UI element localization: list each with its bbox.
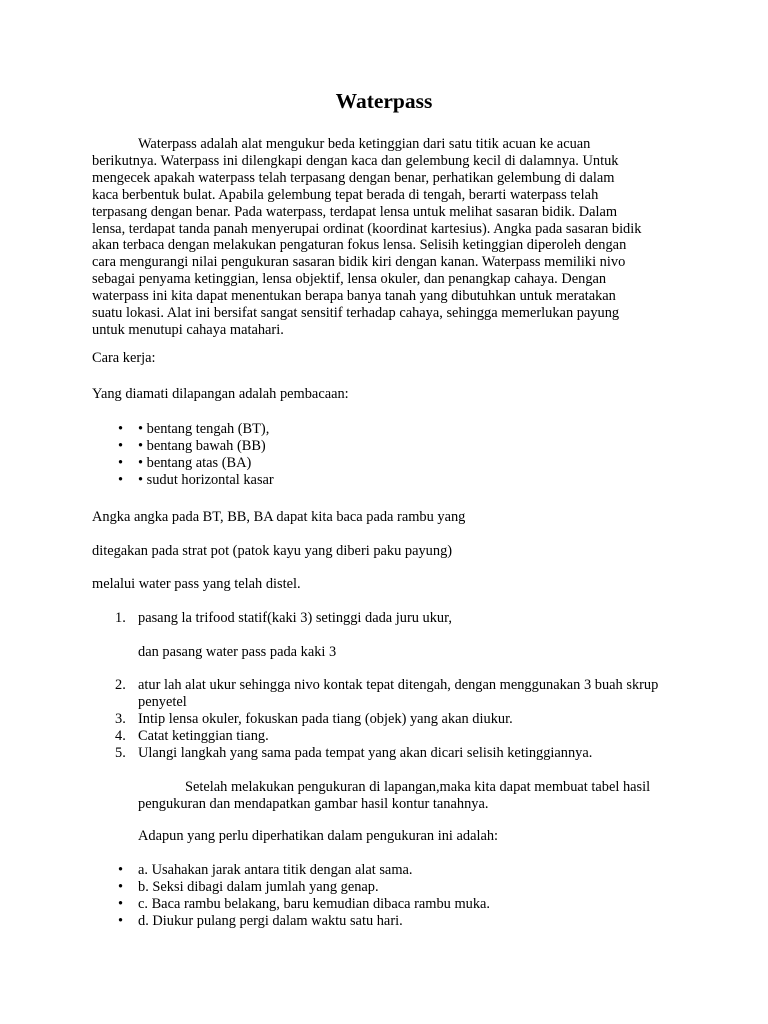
step-number: 1. bbox=[115, 610, 126, 626]
step-text: pasang la trifood statif(kaki 3) setinggi dada juru ukur, bbox=[138, 610, 452, 626]
angka-line-1: Angka angka pada BT, BB, BA dapat kita baca pada rambu yang bbox=[92, 509, 466, 525]
page-title: Waterpass bbox=[335, 89, 433, 113]
list-item: • • bentang tengah (BT), bbox=[92, 421, 692, 438]
diamati-paragraph: Yang diamati dilapangan adalah pembacaan: bbox=[92, 386, 349, 402]
list-item: • • bentang bawah (BB) bbox=[92, 438, 692, 455]
list-item: • d. Diukur pulang pergi dalam waktu satu hari. bbox=[92, 913, 692, 930]
step-text: Intip lensa okuler, fokuskan pada tiang (objek) yang akan diukur. bbox=[138, 710, 513, 727]
step-item bbox=[92, 745, 672, 762]
step-text: Ulangi langkah yang sama pada tempat yang akan dicari selisih ketinggiannya. bbox=[138, 744, 593, 761]
angka-line-3: melalui water pass yang telah distel. bbox=[92, 576, 301, 592]
list-item: • b. Seksi dibagi dalam jumlah yang genap. bbox=[92, 879, 692, 896]
adapun-paragraph: Adapun yang perlu diperhatikan dalam pengukuran ini adalah: bbox=[138, 828, 499, 844]
step-item bbox=[92, 711, 672, 728]
readings-list bbox=[92, 421, 692, 489]
angka-line-2: ditegakan pada strat pot (patok kayu yang diberi paku payung) bbox=[92, 543, 453, 559]
step-item bbox=[92, 610, 672, 627]
list-item: • c. Baca rambu belakang, baru kemudian dibaca rambu muka. bbox=[92, 896, 692, 913]
step-text: Catat ketinggian tiang. bbox=[138, 727, 269, 744]
setelah-paragraph: Setelah melakukan pengukuran di lapangan,maka kita dapat membuat tabel hasil pengukuran dan mendapatkan gambar hasil kontur tanahnya. bbox=[138, 779, 651, 812]
step-number: 5. bbox=[115, 744, 126, 761]
steps-list-rest bbox=[92, 677, 672, 762]
step-1-continuation: dan pasang water pass pada kaki 3 bbox=[138, 644, 337, 660]
intro-paragraph: Waterpass adalah alat mengukur beda ketinggian dari satu titik acuan ke acuan berikutnya. Waterpass ini dilengkapi dengan kaca dan gelembung kecil di dalamnya. Untuk mengecek apakah waterpass telah terpasang dengan benar, perhatikan gelembung di dalam kaca berbentuk bulat. Apabila gelembung tepat berada di tengah, berarti waterpass telah terpasang dengan benar. Pada waterpass, terdapat lensa untuk melihat sasaran bidik. Dalam lensa, terdapat tanda panah menyerupai ordinat (koordinat kartesius). Angka pada sasaran bidik akan terbaca dengan melakukan pengaturan fokus lensa. Selisih ketinggian diperoleh dengan cara mengurangi nilai pengukuran sasaran bidik kiri dengan kanan. Waterpass memiliki nivo sebagai penyama ketinggian, lensa objektif, lensa okuler, dan penangkap cahaya. Dengan waterpass ini kita dapat menentukan berapa banya tanah yang dibutuhkan untuk meratakan suatu lokasi. Alat ini bersifat sangat sensitif terhadap cahaya, sehingga memerlukan payung untuk menutupi cahaya matahari. bbox=[92, 136, 642, 338]
cara-kerja-heading: Cara kerja: bbox=[92, 350, 156, 366]
step-item bbox=[92, 728, 672, 745]
notes-list bbox=[92, 862, 692, 930]
step-number: 2. bbox=[115, 677, 126, 693]
step-text: atur lah alat ukur sehingga nivo kontak tepat ditengah, dengan menggunakan 3 buah skrup penyetel bbox=[138, 677, 659, 710]
steps-list-first bbox=[92, 610, 672, 627]
step-number: 3. bbox=[115, 710, 126, 727]
list-item: • • bentang atas (BA) bbox=[92, 455, 692, 472]
list-item: • a. Usahakan jarak antara titik dengan alat sama. bbox=[92, 862, 692, 879]
step-number: 4. bbox=[115, 727, 126, 744]
list-item: • • sudut horizontal kasar bbox=[92, 472, 692, 489]
step-item bbox=[92, 677, 672, 711]
